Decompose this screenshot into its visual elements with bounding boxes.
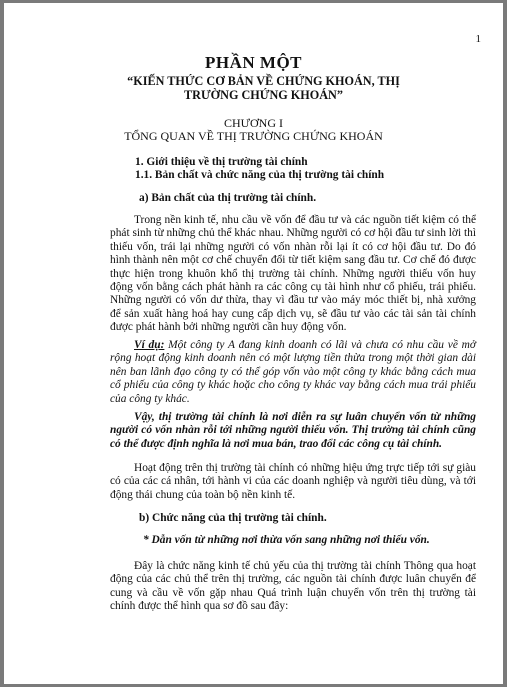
part-title: PHẦN MỘT <box>204 53 303 72</box>
function-bullet-1: * Dẫn vốn từ những nơi thừa vốn sang những nơi thiếu vốn. <box>143 534 430 546</box>
example-text: Một công ty A đang kinh doanh có lãi và chưa có nhu cầu về mở rộng hoạt động kinh doanh nên có một lượng tiền thừa trong một thời gian dài nên ban lãnh đạo công ty có thể góp vốn vào một công ty khác bằng cách mua cổ phiếu của công ty khác hoặc cho công ty khác vay bằng cách mua trái phiếu của công ty khác. <box>110 339 476 405</box>
section-heading-1-1: 1.1. Bản chất và chức năng của thị trường tài chính <box>135 169 385 181</box>
page-number: 1 <box>475 33 481 45</box>
paragraph-example <box>110 339 476 406</box>
paragraph-nature: Trong nền kinh tế, nhu cầu về vốn để đầu tư và các nguồn tiết kiệm có thể phát sinh từ những chủ thể khác nhau. Những người có cơ hội đầu tư sinh lời thì thiếu vốn, trái lại những người có vốn nhàn rỗi lại ít có cơ hội đầu tư. Do đó hình thành nên một cơ chế chuyển đổi từ tiết kiệm sang đầu tư. Cơ chế đó được thực hiện trong khuôn khổ thị trường tài chính. Những người thiếu vốn huy động vốn bằng cách phát hành ra các công cụ tài hình như cổ phiếu, trái phiếu. Những người có vốn dư thừa, thay vì đầu tư vào máy móc thiết bị, nhà xưởng để sản xuất hàng hoá hay cung cấp dịch vụ, sẽ đầu tư vào các tài sản tài chính được phát hành bởi những người cần huy động vốn. <box>110 214 476 334</box>
subsection-heading-b: b) Chức năng của thị trường tài chính. <box>139 512 327 524</box>
section-heading-1: 1. Giới thiệu về thị trường tài chính <box>135 156 308 168</box>
subsection-heading-a: a) Bản chất của thị trường tài chính. <box>139 192 317 204</box>
paragraph-definition: Vậy, thị trường tài chính là nơi diễn ra sự luân chuyển vốn từ những người có vốn nhàn rỗi tới những người thiếu vốn. Thị trường tài chính cũng có thể được định nghĩa là nơi mua bán, trao đổi các công cụ tài chính. <box>110 411 476 450</box>
paragraph-function: Đây là chức năng kinh tế chủ yếu của thị trường tài chính Thông qua hoạt động của các chủ thể trên thị trường, các nguồn tài chính được luân chuyển để cung và cầu về vốn gặp nhau Quá trình luận chuyển vốn trên thị trường tài chính được thể hình qua sơ đồ sau đây: <box>110 560 476 613</box>
paragraph-effects: Hoạt động trên thị trường tài chính có những hiệu ứng trực tiếp tới sự giàu có của các cá nhân, tới hành vi của các doanh nghiệp và người tiêu dùng, và tới động thái chung của toàn bộ nền kinh tế. <box>110 462 476 501</box>
document-page <box>4 3 503 684</box>
chapter-title: TỔNG QUAN VỀ THỊ TRƯỜNG CHỨNG KHOÁN <box>124 129 383 143</box>
part-subtitle: “KIẾN THỨC CƠ BẢN VỀ CHỨNG KHOÁN, THỊ TRƯỜNG CHỨNG KHOÁN” <box>127 74 400 102</box>
example-label: Ví dụ: <box>134 339 165 351</box>
chapter-label: CHƯƠNG I <box>224 116 283 130</box>
